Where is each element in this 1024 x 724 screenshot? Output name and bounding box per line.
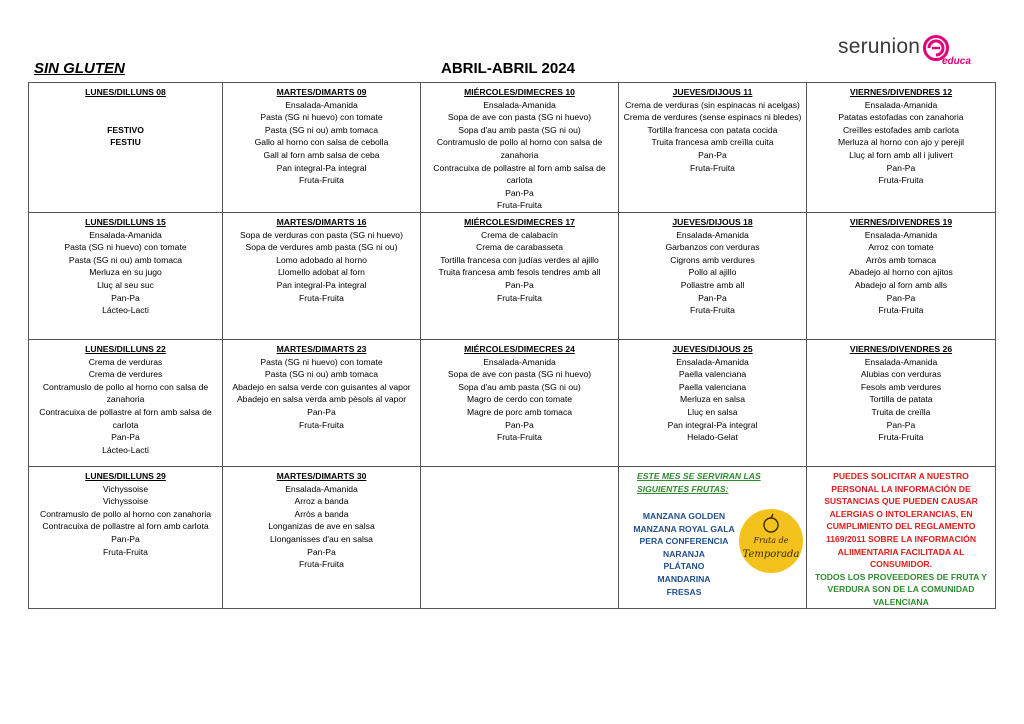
diet-title: SIN GLUTEN <box>34 60 125 77</box>
menu-item: Creïlles estofades amb carlota <box>842 124 960 135</box>
menu-calendar <box>28 82 996 609</box>
menu-item: Crema de verdures (sense espinacs ni bledes) <box>623 112 802 123</box>
menu-item: Crema de verduras (sin espinacas ni acelgas) <box>625 99 800 110</box>
menu-item: Sopa de ave con pasta (SG ni huevo) <box>447 112 592 123</box>
day-header: MIÉRCOLES/DIMECRES 17 <box>464 216 575 227</box>
menu-item: Tortilla francesa con patata cocida <box>647 124 778 135</box>
day-header: JUEVES/DIJOUS 11 <box>672 87 753 97</box>
fruit-item: NARANJA <box>662 548 706 559</box>
day-cell <box>807 83 996 213</box>
menu-item: Abadejo al horno con ajitos <box>849 267 953 278</box>
menu-item: Llonganisses d'au en salsa <box>270 533 373 544</box>
menu-item: Cigrons amb verdures <box>670 254 755 265</box>
menu-item: Truita francesa amb fesols tendres amb all <box>438 267 601 278</box>
menu-item: Merluza en salsa <box>680 394 745 405</box>
svg-text:Temporada: Temporada <box>742 548 800 560</box>
menu-item: Arroz a banda <box>294 496 349 507</box>
day-cell <box>223 212 421 339</box>
menu-item: Pan-Pa <box>698 149 727 160</box>
menu-item: Vichyssoise <box>102 483 149 494</box>
menu-item: Pan integral-Pa integral <box>276 162 367 173</box>
serunion-logo <box>838 35 971 67</box>
menu-item: Fruta-Fruita <box>878 175 924 186</box>
menu-item: Crema de carabasseta <box>476 242 563 253</box>
day-header: MIÉRCOLES/DIMECRES 24 <box>464 343 575 354</box>
menu-item: Pan-Pa <box>111 292 140 303</box>
menu-item: Pan-Pa <box>886 162 916 173</box>
menu-item: Fruta-Fruita <box>299 175 344 186</box>
fruits-title: ESTE MES SE SERVIRAN LAS SIGUIENTES FRUTAS: <box>637 470 761 494</box>
allergen-warning: PUEDES SOLICITAR A NUESTRO PERSONAL LA INFORMACIÓN DE SUSTANCIAS QUE PUEDEN CAUSAR ALERGIAS O INTOLERANCIAS, EN CUMPLIMIENTO DEL REGLAMENTO 1169/2011 SOBRE LA INFORMACIÓN ALIIMENTARIA FACILITADA AL CONSUMIDOR. <box>824 470 978 570</box>
menu-item: Contracuixa de pollastre al forn amb salsa de carlota <box>39 406 212 430</box>
empty-cell <box>421 466 619 609</box>
fruit-item: PLÁTANO <box>663 561 705 572</box>
menu-item: Fruta-Fruita <box>299 292 344 303</box>
day-header: JUEVES/DIJOUS 18 <box>672 216 753 227</box>
menu-item: Ensalada-Amanida <box>864 99 938 110</box>
day-cell <box>619 83 807 213</box>
day-header: MARTES/DIMARTS 23 <box>276 343 367 354</box>
fruta-de-temporada-badge <box>737 507 805 575</box>
holiday-label: FESTIVO <box>107 124 144 135</box>
allergen-notice-cell <box>807 466 996 609</box>
menu-item: Pan-Pa <box>111 432 140 443</box>
menu-item: Contramuslo de pollo al horno con zanahoria <box>39 508 212 519</box>
menu-item: Ensalada-Amanida <box>864 229 938 240</box>
menu-item: Ensalada-Amanida <box>864 356 938 367</box>
day-cell <box>421 83 619 213</box>
day-header: VIERNES/DIVENDRES 26 <box>849 343 953 354</box>
menu-item: Magre de porc amb tomaca <box>466 406 573 417</box>
menu-item: Pan-Pa <box>505 187 534 198</box>
menu-item: Tortilla francesa con judías verdes al ajillo <box>440 254 599 265</box>
menu-item: Pasta (SG ni ou) amb tomaca <box>68 254 183 265</box>
day-header: LUNES/DILLUNS 15 <box>85 216 166 227</box>
menu-item: Abadejo en salsa verde con guisantes al vapor <box>232 381 411 392</box>
menu-item: Helado-Gelat <box>687 432 738 443</box>
menu-item: Arròs amb tomaca <box>865 254 937 265</box>
svg-text:Fruta de: Fruta de <box>753 535 789 545</box>
menu-item: Truita francesa amb creïlla cuita <box>651 137 774 148</box>
menu-item: Merluza al horno con ajo y perejil <box>837 137 965 148</box>
menu-item: Contramuslo de pollo al horno con salsa de zanahoria <box>42 381 209 405</box>
day-header: MIÉRCOLES/DIMECRES 10 <box>464 87 575 97</box>
fruit-item: MANDARINA <box>657 573 711 584</box>
menu-item: Contramuslo de pollo al horno con salsa de zanahoria <box>436 137 603 160</box>
menu-item: Longanizas de ave en salsa <box>268 521 375 532</box>
menu-item: Ensalada-Amanida <box>483 356 556 367</box>
menu-item: Pan integral-Pa integral <box>276 279 367 290</box>
day-cell <box>29 83 223 213</box>
menu-item: Pan integral-Pa integral <box>667 419 758 430</box>
menu-item: Llomello adobat al forn <box>278 267 365 278</box>
week-row <box>29 83 996 213</box>
menu-item: Pollo al ajillo <box>688 267 737 278</box>
fruit-item: MANZANA GOLDEN <box>642 510 726 521</box>
menu-item: Lluç en salsa <box>687 406 738 417</box>
day-header: LUNES/DILLUNS 22 <box>85 343 166 354</box>
menu-item: Vichyssoise <box>102 496 149 507</box>
menu-item: Pasta (SG ni ou) amb tomaca <box>264 369 379 380</box>
brand-subtitle: educa <box>942 56 971 67</box>
menu-item: Ensalada-Amanida <box>285 483 358 494</box>
menu-item: Patatas estofadas con zanahoria <box>838 112 964 123</box>
menu-item: Crema de verdures <box>88 369 163 380</box>
menu-item: Pan-Pa <box>307 546 336 557</box>
menu-item: Pan-Pa <box>886 292 916 303</box>
menu-item: Fesols amb verdures <box>860 381 942 392</box>
menu-item: Lluç al forn amb all i julivert <box>849 149 953 160</box>
fruit-item: MANZANA ROYAL GALA <box>633 523 735 534</box>
menu-item: Pasta (SG ni huevo) con tomate <box>260 356 383 367</box>
menu-item: Magro de cerdo con tomate <box>466 394 573 405</box>
menu-item: Fruta-Fruita <box>299 419 344 430</box>
menu-item: Merluza en su jugo <box>89 267 162 278</box>
menu-item: Sopa de verdures amb pasta (SG ni ou) <box>245 242 398 253</box>
menu-item: Truita de creïlla <box>871 406 931 417</box>
menu-item: Paella valenciana <box>678 381 747 392</box>
menu-item: Sopa d'au amb pasta (SG ni ou) <box>458 381 581 392</box>
menu-item: Pan-Pa <box>505 279 534 290</box>
day-cell <box>29 466 223 609</box>
day-cell <box>421 339 619 466</box>
menu-item: Paella valenciana <box>678 369 747 380</box>
week-row <box>29 466 996 609</box>
holiday-label: FESTIU <box>110 137 141 148</box>
day-cell <box>223 83 421 213</box>
day-header: VIERNES/DIVENDRES 12 <box>849 87 953 97</box>
day-header: LUNES/DILLUNS 08 <box>85 87 166 97</box>
menu-item: Sopa de ave con pasta (SG ni huevo) <box>447 369 592 380</box>
day-header: JUEVES/DIJOUS 25 <box>672 343 753 354</box>
menu-item: Fruta-Fruita <box>878 305 924 316</box>
day-header: MARTES/DIMARTS 09 <box>276 87 367 97</box>
menu-item: Pan-Pa <box>698 292 727 303</box>
menu-item: Pollastre amb all <box>680 279 745 290</box>
day-cell <box>29 339 223 466</box>
week-row <box>29 339 996 466</box>
menu-item: Contracuixa de pollastre al forn amb salsa de carlota <box>433 162 606 186</box>
day-header: LUNES/DILLUNS 29 <box>85 470 166 481</box>
menu-item: Tortilla de patata <box>869 394 933 405</box>
week-row <box>29 212 996 339</box>
menu-item: Fruta-Fruita <box>299 559 344 570</box>
day-header: MARTES/DIMARTS 16 <box>276 216 367 227</box>
menu-item: Fruta-Fruita <box>690 305 735 316</box>
menu-item: Arroz con tomate <box>868 242 934 253</box>
menu-item: Pan-Pa <box>307 406 336 417</box>
menu-item: Fruta-Fruita <box>497 432 542 443</box>
menu-item: Ensalada-Amanida <box>676 229 749 240</box>
day-cell <box>223 466 421 609</box>
day-cell <box>29 212 223 339</box>
menu-item: Fruta-Fruita <box>103 546 148 557</box>
menu-item: Ensalada-Amanida <box>483 99 556 110</box>
menu-item: Fruta-Fruita <box>690 162 735 173</box>
day-cell <box>421 212 619 339</box>
menu-item: Lluç al seu suc <box>97 279 154 290</box>
menu-item: Pasta (SG ni huevo) con tomate <box>260 112 383 123</box>
menu-item: Pan-Pa <box>886 419 916 430</box>
menu-item: Lomo adobado al horno <box>276 254 367 265</box>
fruit-item: PERA CONFERENCIA <box>639 536 729 547</box>
menu-item: Arròs a banda <box>294 508 349 519</box>
menu-item: Abadejo al forn amb alls <box>854 279 948 290</box>
menu-item: Pasta (SG ni ou) amb tomaca <box>264 124 379 135</box>
day-cell <box>223 339 421 466</box>
menu-item: Sopa d'au amb pasta (SG ni ou) <box>458 124 581 135</box>
menu-item: Fruta-Fruita <box>878 432 924 443</box>
day-cell <box>807 339 996 466</box>
menu-item: Gall al forn amb salsa de ceba <box>263 149 380 160</box>
day-cell <box>619 212 807 339</box>
menu-item: Ensalada-Amanida <box>89 229 162 240</box>
month-title: ABRIL-ABRIL 2024 <box>441 60 575 77</box>
menu-item: Abadejo en salsa verda amb pèsols al vapor <box>236 394 407 405</box>
menu-item: Pasta (SG ni huevo) con tomate <box>64 242 187 253</box>
menu-item: Lácteo-Lacti <box>102 444 149 455</box>
day-cell <box>807 212 996 339</box>
menu-item: Pan-Pa <box>505 419 534 430</box>
day-header: MARTES/DIMARTS 30 <box>276 470 367 481</box>
menu-item: Ensalada-Amanida <box>285 99 358 110</box>
day-header: VIERNES/DIVENDRES 19 <box>849 216 953 227</box>
menu-item: Ensalada-Amanida <box>676 356 749 367</box>
fruit-item: FRESAS <box>666 586 702 597</box>
menu-item: Crema de calabacín <box>481 229 558 240</box>
day-cell <box>619 339 807 466</box>
menu-item: Crema de verduras <box>88 356 163 367</box>
fruit-list <box>625 510 743 598</box>
brand-name: serunion <box>838 35 921 58</box>
menu-item: Pan-Pa <box>111 533 140 544</box>
menu-item: Contracuixa de pollastre al forn amb carlota <box>42 521 209 532</box>
menu-item: Alubias con verduras <box>860 369 942 380</box>
menu-item: Fruta-Fruita <box>497 292 542 303</box>
suppliers-note: TODOS LOS PROVEEDORES DE FRUTA Y VERDURA SON DE LA COMUNIDAD VALENCIANA <box>814 571 988 607</box>
menu-item: Sopa de verduras con pasta (SG ni huevo) <box>240 229 403 240</box>
seasonal-fruits-cell <box>619 466 807 609</box>
menu-item: Garbanzos con verduras <box>665 242 760 253</box>
menu-item: Fruta-Fruita <box>497 200 542 211</box>
menu-item: Lácteo-Lacti <box>102 305 149 316</box>
menu-item: Gallo al horno con salsa de cebolla <box>254 137 389 148</box>
